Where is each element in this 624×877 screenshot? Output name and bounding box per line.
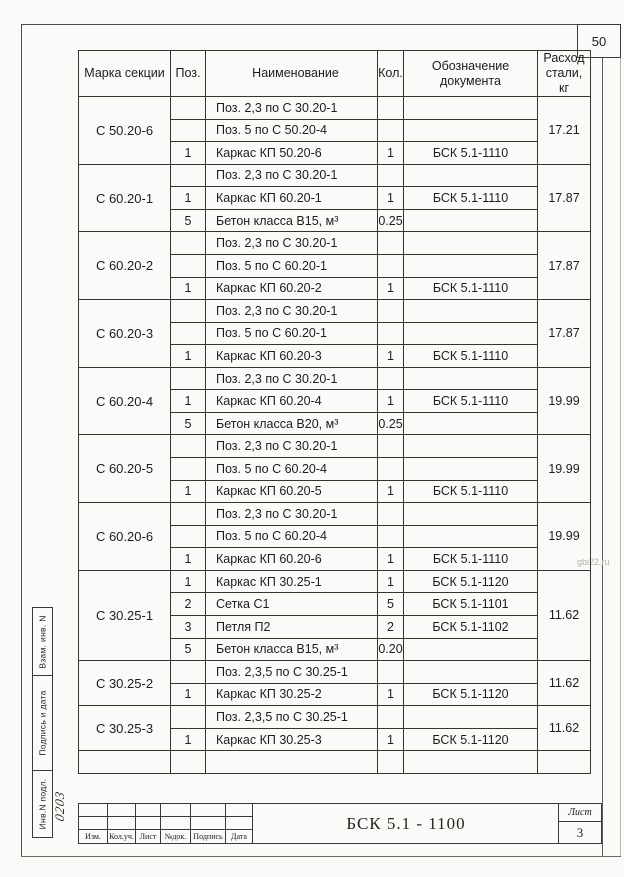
doc-cell <box>404 412 538 435</box>
watermark: gbi22.ru <box>577 557 610 567</box>
stamp-box-vzam-inv <box>32 607 53 675</box>
pos-cell <box>171 751 206 774</box>
name-cell: Каркас КП 50.20-6 <box>206 142 378 165</box>
qty-cell: 0.25 <box>378 209 404 232</box>
page-frame-left <box>21 24 22 857</box>
table-row <box>79 661 591 684</box>
name-cell: Каркас КП 30.25-2 <box>206 683 378 706</box>
qty-cell: 5 <box>378 593 404 616</box>
doc-cell <box>404 367 538 390</box>
doc-cell <box>404 164 538 187</box>
doc-cell <box>404 458 538 481</box>
stamp-box-inv-podl <box>32 770 53 838</box>
qty-cell <box>378 525 404 548</box>
table-row <box>79 751 591 774</box>
mark-cell: С 50.20-6 <box>79 97 171 165</box>
mark-cell: С 30.25-2 <box>79 661 171 706</box>
name-cell: Поз. 5 по С 60.20-4 <box>206 458 378 481</box>
name-cell: Поз. 2,3 по С 30.20-1 <box>206 503 378 526</box>
grid-cell <box>108 804 136 817</box>
pos-cell <box>171 232 206 255</box>
stamp-label: Инв.N подл. <box>37 778 48 830</box>
table-row <box>79 164 591 187</box>
pos-cell: 1 <box>171 570 206 593</box>
pos-cell <box>171 119 206 142</box>
name-cell: Бетон класса В15, м³ <box>206 638 378 661</box>
qty-cell: 2 <box>378 615 404 638</box>
pos-cell: 5 <box>171 412 206 435</box>
name-cell: Каркас КП 60.20-4 <box>206 390 378 413</box>
doc-cell <box>404 209 538 232</box>
grid-cell <box>226 804 253 817</box>
pos-cell <box>171 503 206 526</box>
qty-cell <box>378 232 404 255</box>
pos-cell: 1 <box>171 728 206 751</box>
page-frame-right-outer <box>620 24 621 857</box>
doc-cell <box>404 97 538 120</box>
name-cell: Сетка С1 <box>206 593 378 616</box>
title-block-revision-grid <box>79 804 254 843</box>
pos-cell <box>171 254 206 277</box>
name-cell: Каркас КП 60.20-2 <box>206 277 378 300</box>
grid-label-podpis: Подпись <box>191 830 226 843</box>
mark-cell: С 60.20-2 <box>79 232 171 300</box>
qty-cell <box>378 300 404 323</box>
table-row <box>79 435 591 458</box>
table-row <box>79 232 591 255</box>
qty-cell <box>378 503 404 526</box>
name-cell: Каркас КП 60.20-1 <box>206 187 378 210</box>
table-row <box>79 706 591 729</box>
grid-cell <box>191 817 226 830</box>
pos-cell: 1 <box>171 277 206 300</box>
steel-cell: 11.62 <box>538 661 591 706</box>
steel-cell: 19.99 <box>538 367 591 435</box>
mark-cell: С 60.20-3 <box>79 300 171 368</box>
steel-cell: 17.87 <box>538 300 591 368</box>
pos-cell <box>171 164 206 187</box>
pos-cell: 1 <box>171 187 206 210</box>
handwritten-inventory-number: 0203 <box>52 789 67 823</box>
table-row <box>79 97 591 120</box>
grid-label-data: Дата <box>226 830 253 843</box>
qty-cell: 1 <box>378 683 404 706</box>
grid-label-izm: Изм. <box>79 830 108 843</box>
doc-cell <box>404 661 538 684</box>
page-frame-bottom <box>21 856 621 857</box>
spec-table-header <box>79 51 591 97</box>
doc-cell <box>404 322 538 345</box>
table-row <box>79 367 591 390</box>
name-cell: Поз. 2,3 по С 30.20-1 <box>206 435 378 458</box>
qty-cell <box>378 435 404 458</box>
pos-cell: 1 <box>171 390 206 413</box>
name-cell: Бетон класса В15, м³ <box>206 209 378 232</box>
mark-cell: С 60.20-1 <box>79 164 171 232</box>
doc-cell <box>404 751 538 774</box>
header-pos: Поз. <box>171 51 206 97</box>
grid-cell <box>136 804 161 817</box>
spec-table-body <box>79 97 591 774</box>
name-cell: Поз. 5 по С 50.20-4 <box>206 119 378 142</box>
qty-cell: 1 <box>378 345 404 368</box>
qty-cell: 0.25 <box>378 412 404 435</box>
mark-cell: С 30.25-1 <box>79 570 171 660</box>
title-block <box>78 803 602 844</box>
qty-cell <box>378 164 404 187</box>
stamp-label: Взам. инв. N <box>37 614 48 669</box>
name-cell: Поз. 2,3 по С 30.20-1 <box>206 300 378 323</box>
doc-cell: БСК 5.1-1110 <box>404 480 538 503</box>
table-row <box>79 570 591 593</box>
mark-cell: С 60.20-4 <box>79 367 171 435</box>
grid-label-koluch: Кол.уч. <box>108 830 136 843</box>
name-cell: Каркас КП 60.20-5 <box>206 480 378 503</box>
name-cell: Петля П2 <box>206 615 378 638</box>
doc-cell: БСК 5.1-1120 <box>404 570 538 593</box>
grid-cell <box>136 817 161 830</box>
doc-cell: БСК 5.1-1110 <box>404 390 538 413</box>
steel-cell: 11.62 <box>538 706 591 751</box>
steel-cell: 19.99 <box>538 503 591 571</box>
steel-cell: 19.99 <box>538 435 591 503</box>
name-cell: Каркас КП 30.25-1 <box>206 570 378 593</box>
pos-cell <box>171 97 206 120</box>
header-mark: Марка секции <box>79 51 171 97</box>
qty-cell <box>378 661 404 684</box>
mark-cell: С 60.20-6 <box>79 503 171 571</box>
doc-cell <box>404 254 538 277</box>
grid-cell <box>161 817 191 830</box>
stamp-label: Подпись и дата <box>37 690 48 756</box>
page-frame-right-inner <box>602 24 603 857</box>
qty-cell <box>378 119 404 142</box>
pos-cell <box>171 706 206 729</box>
doc-cell: БСК 5.1-1102 <box>404 615 538 638</box>
pos-cell <box>171 322 206 345</box>
pos-cell: 3 <box>171 615 206 638</box>
pos-cell <box>171 435 206 458</box>
doc-cell: БСК 5.1-1110 <box>404 345 538 368</box>
doc-cell: БСК 5.1-1120 <box>404 683 538 706</box>
mark-cell <box>79 751 171 774</box>
name-cell: Поз. 5 по С 60.20-4 <box>206 525 378 548</box>
doc-cell: БСК 5.1-1110 <box>404 187 538 210</box>
qty-cell <box>378 751 404 774</box>
steel-cell: 17.87 <box>538 232 591 300</box>
grid-label-ndok: №док. <box>161 830 191 843</box>
doc-cell <box>404 525 538 548</box>
name-cell: Поз. 2,3 по С 30.20-1 <box>206 97 378 120</box>
stamp-box-podpis-data <box>32 675 53 770</box>
name-cell: Поз. 2,3,5 по С 30.25-1 <box>206 706 378 729</box>
grid-label-list: Лист <box>136 830 161 843</box>
pos-cell <box>171 367 206 390</box>
pos-cell: 1 <box>171 142 206 165</box>
pos-cell: 1 <box>171 480 206 503</box>
pos-cell <box>171 300 206 323</box>
qty-cell: 1 <box>378 187 404 210</box>
mark-cell: С 30.25-3 <box>79 706 171 751</box>
page-frame-top <box>21 24 621 25</box>
header-row <box>79 51 591 97</box>
qty-cell <box>378 367 404 390</box>
table-row <box>79 503 591 526</box>
pos-cell: 2 <box>171 593 206 616</box>
doc-cell: БСК 5.1-1110 <box>404 277 538 300</box>
qty-cell <box>378 458 404 481</box>
pos-cell: 5 <box>171 209 206 232</box>
name-cell: Поз. 5 по С 60.20-1 <box>206 254 378 277</box>
doc-cell <box>404 300 538 323</box>
mark-cell: С 60.20-5 <box>79 435 171 503</box>
qty-cell: 1 <box>378 142 404 165</box>
steel-cell <box>538 751 591 774</box>
doc-cell <box>404 706 538 729</box>
grid-cell <box>108 817 136 830</box>
name-cell: Поз. 2,3,5 по С 30.25-1 <box>206 661 378 684</box>
doc-cell: БСК 5.1-1101 <box>404 593 538 616</box>
steel-cell: 17.87 <box>538 164 591 232</box>
sheet-label: Лист <box>559 804 601 822</box>
document-number: БСК 5.1 - 1100 <box>254 804 559 843</box>
doc-cell <box>404 638 538 661</box>
header-name: Наименование <box>206 51 378 97</box>
spec-table <box>78 50 591 774</box>
doc-cell <box>404 232 538 255</box>
sidebar-stamp-column <box>32 607 53 838</box>
name-cell: Бетон класса В20, м³ <box>206 412 378 435</box>
qty-cell: 1 <box>378 728 404 751</box>
doc-cell: БСК 5.1-1110 <box>404 548 538 571</box>
qty-cell <box>378 97 404 120</box>
name-cell: Поз. 2,3 по С 30.20-1 <box>206 164 378 187</box>
doc-cell: БСК 5.1-1120 <box>404 728 538 751</box>
name-cell <box>206 751 378 774</box>
pos-cell: 5 <box>171 638 206 661</box>
qty-cell <box>378 706 404 729</box>
qty-cell <box>378 254 404 277</box>
grid-cell <box>226 817 253 830</box>
doc-cell <box>404 435 538 458</box>
qty-cell: 1 <box>378 548 404 571</box>
pos-cell <box>171 661 206 684</box>
steel-cell: 11.62 <box>538 570 591 660</box>
sheet-box <box>559 804 601 843</box>
name-cell: Каркас КП 60.20-6 <box>206 548 378 571</box>
name-cell: Поз. 5 по С 60.20-1 <box>206 322 378 345</box>
page-number: 50 <box>591 33 607 49</box>
header-doc: Обозначение документа <box>404 51 538 97</box>
pos-cell: 1 <box>171 683 206 706</box>
pos-cell <box>171 525 206 548</box>
qty-cell: 1 <box>378 390 404 413</box>
pos-cell: 1 <box>171 548 206 571</box>
qty-cell: 1 <box>378 570 404 593</box>
header-steel: Расход стали, кг <box>538 51 591 97</box>
steel-cell: 17.21 <box>538 97 591 165</box>
name-cell: Поз. 2,3 по С 30.20-1 <box>206 367 378 390</box>
name-cell: Поз. 2,3 по С 30.20-1 <box>206 232 378 255</box>
qty-cell: 1 <box>378 277 404 300</box>
grid-cell <box>79 817 108 830</box>
qty-cell: 1 <box>378 480 404 503</box>
grid-cell <box>161 804 191 817</box>
name-cell: Каркас КП 30.25-3 <box>206 728 378 751</box>
pos-cell <box>171 458 206 481</box>
pos-cell: 1 <box>171 345 206 368</box>
sheet-number: 3 <box>576 824 584 840</box>
name-cell: Каркас КП 60.20-3 <box>206 345 378 368</box>
doc-cell <box>404 503 538 526</box>
doc-cell <box>404 119 538 142</box>
table-row <box>79 300 591 323</box>
qty-cell: 0.20 <box>378 638 404 661</box>
grid-cell <box>191 804 226 817</box>
doc-cell: БСК 5.1-1110 <box>404 142 538 165</box>
grid-cell <box>79 804 108 817</box>
qty-cell <box>378 322 404 345</box>
header-qty: Кол. <box>378 51 404 97</box>
